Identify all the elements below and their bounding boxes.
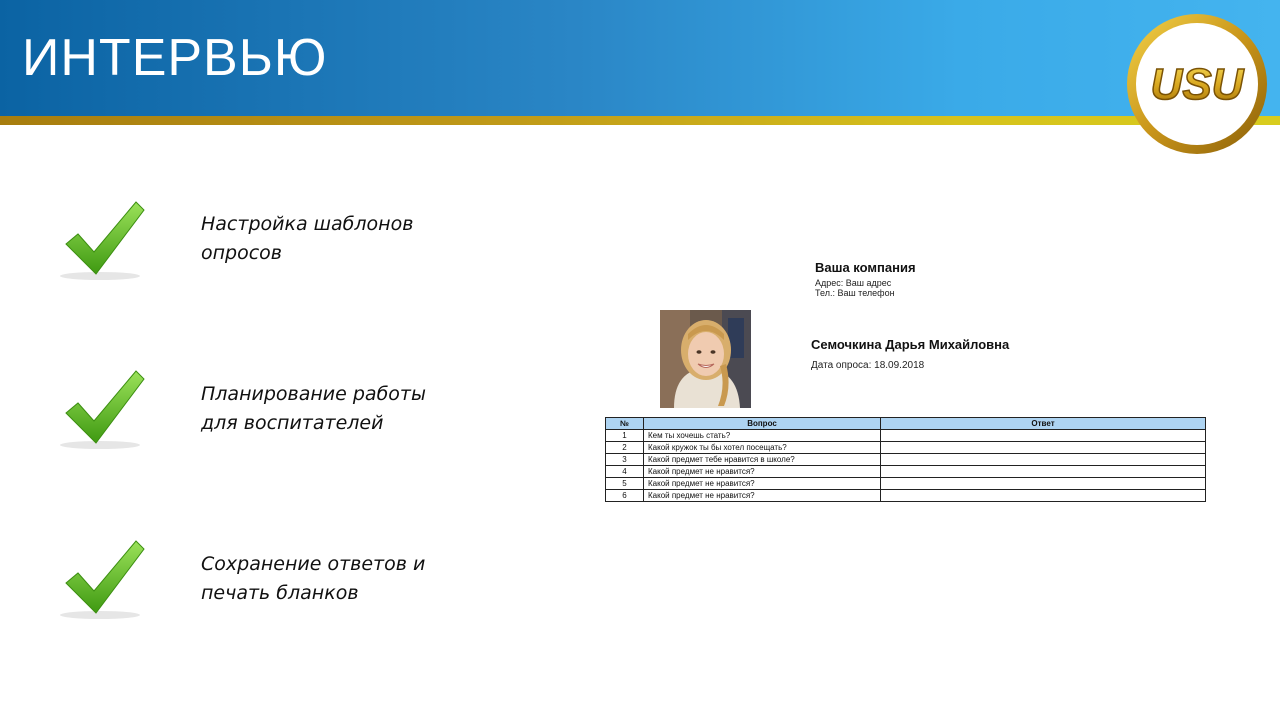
table-row xyxy=(606,478,1206,490)
row-question: Кем ты хочешь стать? xyxy=(644,430,881,442)
column-header-answer: Ответ xyxy=(881,418,1206,430)
row-question: Какой кружок ты бы хотел посещать? xyxy=(644,442,881,454)
feature-item xyxy=(0,369,470,459)
row-number: 5 xyxy=(606,478,644,490)
feature-item xyxy=(0,200,470,290)
table-row xyxy=(606,442,1206,454)
survey-form-preview xyxy=(600,250,1220,520)
table-row xyxy=(606,466,1206,478)
feature-label: Планирование работы для воспитателей xyxy=(201,383,426,434)
header-bar xyxy=(0,0,1280,116)
row-question: Какой предмет тебе нравится в школе? xyxy=(644,454,881,466)
feature-label: Сохранение ответов и печать бланков xyxy=(201,553,426,604)
gold-stripe xyxy=(0,116,1280,125)
row-answer xyxy=(881,430,1206,442)
survey-date: Дата опроса: 18.09.2018 xyxy=(811,360,925,371)
company-name: Ваша компания xyxy=(815,260,916,275)
column-header-question: Вопрос xyxy=(644,418,881,430)
column-header-number: № xyxy=(606,418,644,430)
table-row xyxy=(606,454,1206,466)
table-header-row xyxy=(606,418,1206,430)
checkmark-icon xyxy=(56,369,152,455)
row-question: Какой предмет не нравится? xyxy=(644,478,881,490)
feature-item xyxy=(0,539,470,629)
company-contacts xyxy=(815,278,895,298)
row-question: Какой предмет не нравится? xyxy=(644,466,881,478)
row-answer xyxy=(881,490,1206,502)
row-number: 2 xyxy=(606,442,644,454)
child-photo xyxy=(660,310,751,408)
checkmark-icon xyxy=(56,539,152,625)
row-number: 4 xyxy=(606,466,644,478)
company-address: Адрес: Ваш адрес xyxy=(815,278,892,288)
person-name: Семочкина Дарья Михайловна xyxy=(811,337,1010,352)
checkmark-icon xyxy=(56,200,152,286)
questions-table xyxy=(605,417,1206,502)
table-row xyxy=(606,490,1206,502)
table-row xyxy=(606,430,1206,442)
row-number: 3 xyxy=(606,454,644,466)
company-phone: Тел.: Ваш телефон xyxy=(815,288,895,298)
svg-text:USU: USU xyxy=(1150,60,1244,109)
page-title: ИНТЕРВЬЮ xyxy=(22,29,328,87)
feature-label: Настройка шаблонов опросов xyxy=(201,213,414,264)
usu-logo xyxy=(1126,13,1268,155)
row-answer xyxy=(881,454,1206,466)
row-question: Какой предмет не нравится? xyxy=(644,490,881,502)
row-number: 6 xyxy=(606,490,644,502)
row-answer xyxy=(881,466,1206,478)
row-number: 1 xyxy=(606,430,644,442)
row-answer xyxy=(881,478,1206,490)
row-answer xyxy=(881,442,1206,454)
